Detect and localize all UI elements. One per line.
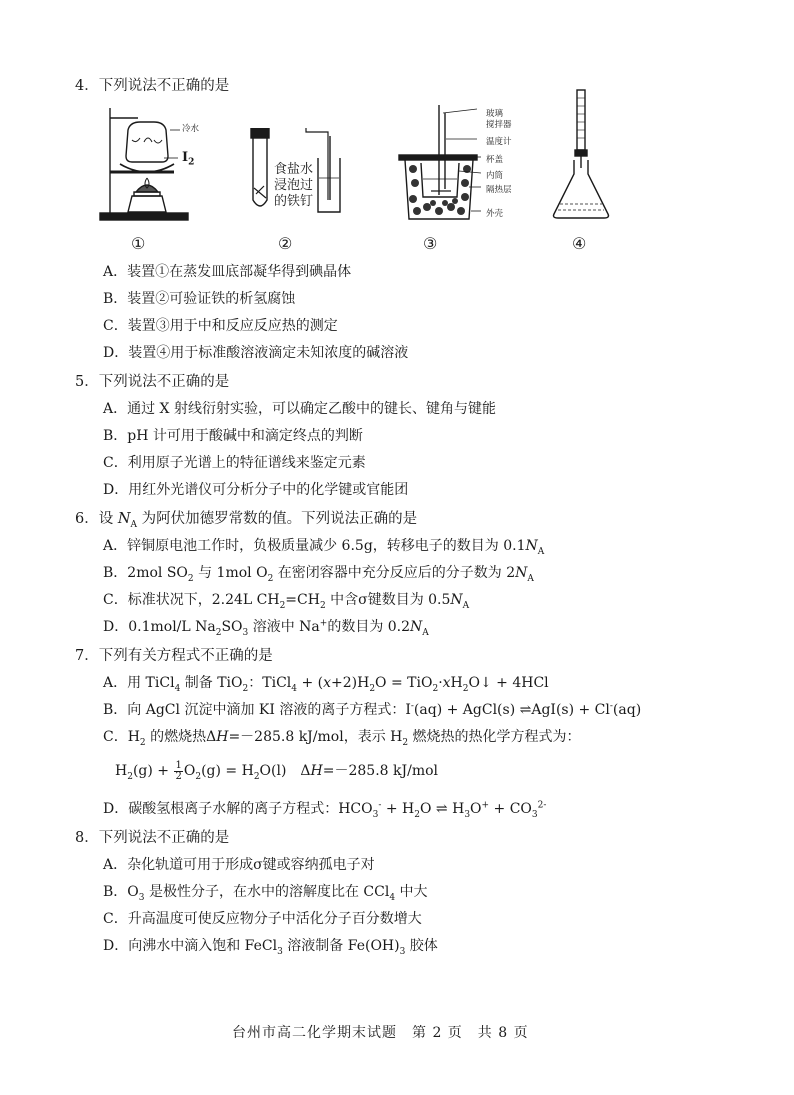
q8-option-a: A．杂化轨道可用于形成σ键或容纳孤电子对 — [103, 857, 375, 873]
q5-option-a: A．通过 X 射线衍射实验，可以确定乙酸中的键长、键角与键能 — [103, 401, 496, 417]
q8-option-c: C．升高温度可使反应物分子中活化分子百分数增大 — [103, 911, 422, 927]
q7-stem: 7．下列有关方程式不正确的是 — [75, 648, 273, 664]
fig3-thermometer-label: 温度计 — [486, 137, 512, 147]
fraction-one-half: $\frac{1}{2}$ — [175, 759, 182, 782]
figure-4-titration — [548, 88, 614, 224]
q7-option-c-equation: $H_2(g)$ + $\frac{1}{2}$ $O_2(g) = H_2O(l)$ ΔH=－285.8 kJ/mol — [115, 759, 439, 782]
q7-option-b: B．向 AgCl 沉淀中滴加 KI 溶液的离子方程式：I-(aq) + AgCl(s) ⇌AgI(s) + Cl-(aq) — [103, 701, 642, 718]
q4-option-a: A．装置①在蒸发皿底部凝华得到碘晶体 — [103, 264, 352, 280]
fig3-insulation-label: 隔热层 — [486, 185, 512, 195]
q6-option-b: B．2mol $SO_2$ 与 1mol $O_2$ 在密闭容器中充分反应后的分子数为 $2N_A$ — [103, 565, 534, 584]
q6-option-d: D．0.1mol/L $Na_2SO_3$ 溶液中 Na+的数目为 $0.2N_A$ — [103, 618, 429, 638]
q6-option-a: A．锌铜原电池工作时，负极质量减少 6.5g，转移电子的数目为 $0.1N_A$ — [103, 538, 545, 557]
q4-option-d: D．装置④用于标准酸溶液滴定未知浓度的碱溶液 — [103, 345, 409, 361]
q8-option-b: B．$O_3$ 是极性分子，在水中的溶解度比在 CCl$_4$ 中大 — [103, 884, 428, 903]
q6-option-c: C．标准状况下，2.24L $CH_2=CH_2$ 中含σ键数目为 $0.5N_A$ — [103, 592, 470, 611]
fig1-cold-water-label: 冷水 — [182, 124, 200, 134]
fig1-iodine-label: $I_2$ — [182, 150, 195, 168]
fig3-stirrer-label-line2: 搅拌器 — [486, 120, 512, 130]
figure-1-sublimation — [96, 100, 206, 225]
fig2-number: ② — [278, 234, 293, 253]
q4-option-c: C．装置③用于中和反应反应热的测定 — [103, 318, 338, 334]
figure-2-iron-corrosion — [248, 128, 348, 218]
fig3-inner-cup-label: 内筒 — [486, 171, 504, 181]
q5-option-c: C．利用原子光谱上的特征谱线来鉴定元素 — [103, 455, 366, 471]
fig3-outer-shell-label: 外壳 — [486, 209, 504, 219]
q4-stem: 4．下列说法不正确的是 — [75, 78, 230, 94]
q7-option-c: C．$H_2$ 的燃烧热ΔH=－285.8 kJ/mol，表示 $H_2$ 燃烧热的热化学方程式为： — [103, 729, 581, 748]
page-footer: 台州市高二化学期末试题 第 2 页 共 8 页 — [232, 1025, 529, 1041]
q5-option-b: B．pH 计可用于酸碱中和滴定终点的判断 — [103, 428, 363, 444]
fig1-number: ① — [131, 234, 146, 253]
fig2-label-line2: 浸泡过 — [274, 178, 314, 193]
figure-3-calorimeter — [393, 103, 512, 225]
q5-option-d: D．用红外光谱仪可分析分子中的化学键或官能团 — [103, 482, 409, 498]
fig3-number: ③ — [423, 234, 438, 253]
fig2-label-line3: 的铁钉 — [274, 194, 314, 209]
fig4-number: ④ — [572, 234, 587, 253]
q8-option-d: D．向沸水中滴入饱和 FeCl$_3$ 溶液制备 $Fe(OH)_3$ 胶体 — [103, 938, 438, 957]
q4-option-b: B．装置②可验证铁的析氢腐蚀 — [103, 291, 296, 307]
q8-stem: 8．下列说法不正确的是 — [75, 830, 230, 846]
q5-stem: 5．下列说法不正确的是 — [75, 374, 230, 390]
q7-option-d: D．碳酸氢根离子水解的离子方程式：$HCO_3^- + H_2O$ ⇌ $H_3O^+ + CO_3^{2-}$ — [103, 800, 547, 820]
q7-option-a: A．用 TiCl$_4$ 制备 TiO$_2$：TiCl$_4$ + $(x+2)H_2O$ = $TiO_2\cdot xH_2O↓ + 4HCl$ — [103, 675, 549, 694]
fig3-lid-label: 杯盖 — [486, 155, 504, 165]
q6-stem: 6．设 $N_A$ 为阿伏加德罗常数的值。下列说法正确的是 — [75, 511, 418, 530]
fig2-label-line1: 食盐水 — [274, 162, 314, 177]
fig3-stirrer-label-line1: 玻璃 — [486, 109, 504, 119]
